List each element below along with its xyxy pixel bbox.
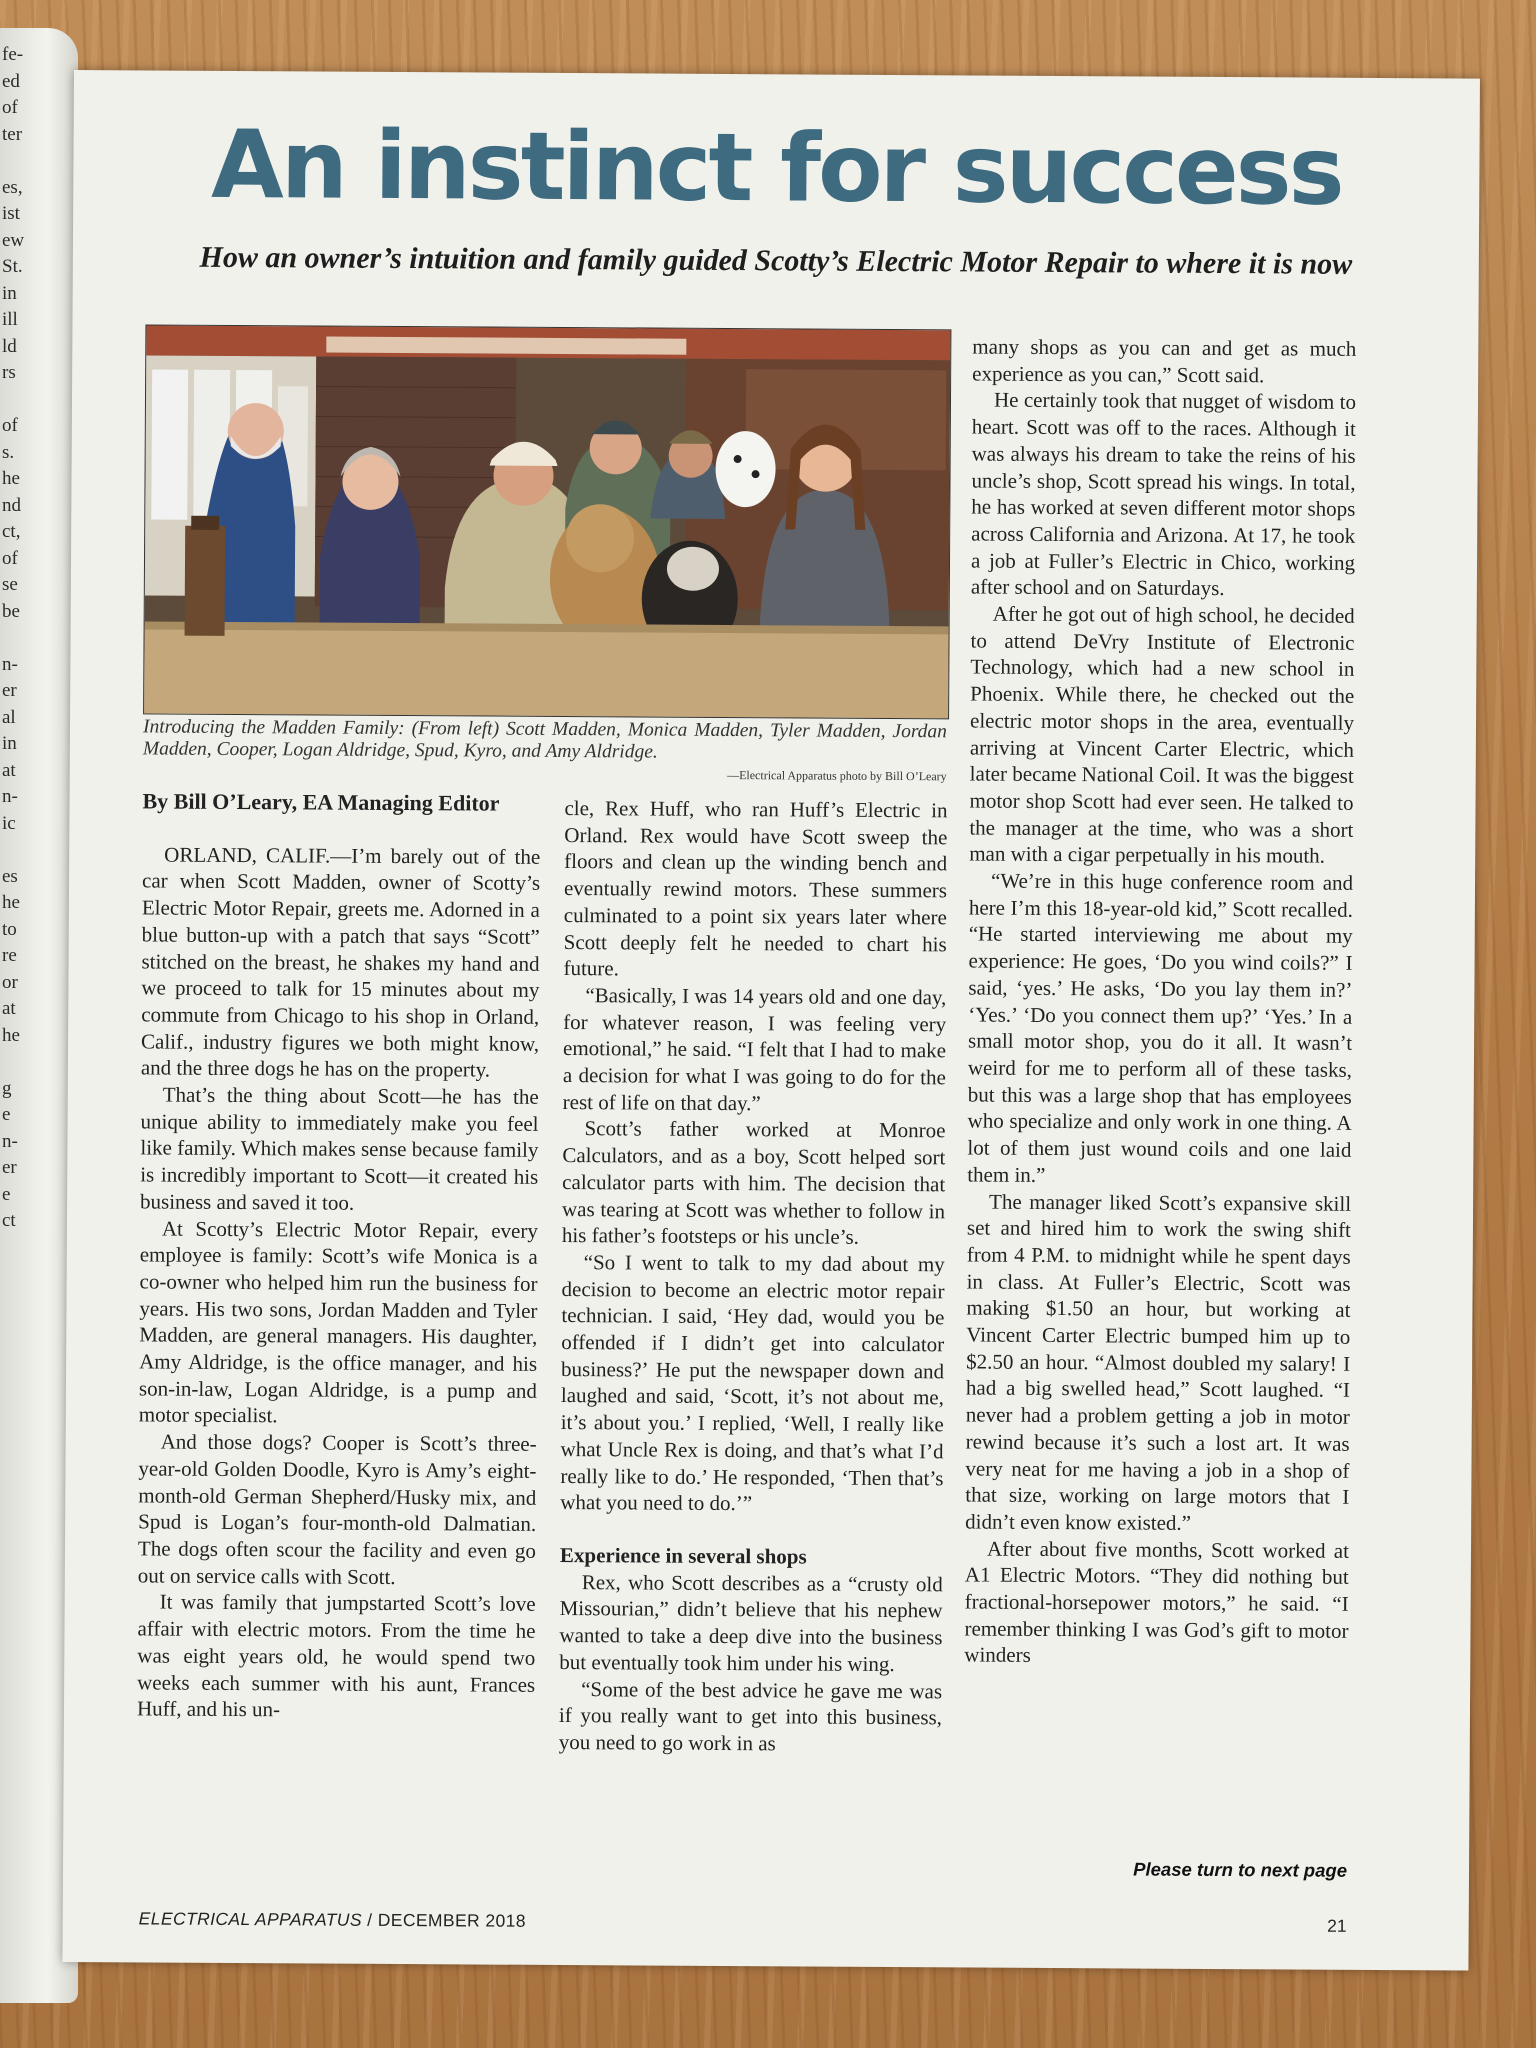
paragraph: After about five months, Scott worked at A1 Electric Motors. “They did nothing but fractional-horsepower motors,” he said. “I remember thinking I was God’s gift to motor winders (964, 1536, 1350, 1668)
paragraph: And those dogs? Cooper is Scott’s three-year-old Golden Doodle, Kyro is Amy’s eight-month-old German Shepherd/Husky mix, and Spud is Logan’s four-month-old Dalmatian. The dogs often scour the facility and even go out on service calls with Scott. (137, 1429, 537, 1589)
paragraph: “Basically, I was 14 years old and one day, for whatever reason, I was feeling very emotional,” he said. “I felt that I had to make a decision for what I was going to do for the rest of life on that day.” (562, 983, 947, 1115)
article-headline: An instinct for success (210, 110, 1342, 227)
byline: By Bill O’Leary, EA Managing Editor (142, 788, 500, 816)
page-number: 21 (1327, 1915, 1347, 1936)
article-deck: How an owner’s intuition and family guided Scotty’s Electric Motor Repair to where it is now (199, 240, 1353, 281)
article-column-1 (137, 788, 541, 1724)
family-group-photo (143, 324, 951, 719)
paragraph: At Scotty’s Electric Motor Repair, every employee is family: Scott’s wife Monica is a co-owner who helped him run the business for years. His two sons, Jordan Madden and Tyler Madden, are general managers. His daughter, Amy Aldridge, is the office manager, and his son-in-law, Logan Aldridge, is a pump and motor specialist. (138, 1216, 538, 1428)
article-column-3 (964, 333, 1356, 1670)
publication-name: ELECTRICAL APPARATUS (138, 1908, 363, 1930)
article-column-2 (559, 795, 948, 1758)
paragraph: “Some of the best advice he gave me was if you really want to get into this business, you need to go work in as (558, 1676, 943, 1756)
paragraph: cle, Rex Huff, who ran Huff’s Electric in Orland. Rex would have Scott sweep the floors and clean up the winding bench and eventually rewind motors. These summers culminated to a point six years later where Scott deeply felt he needed to chart his future. (563, 796, 948, 981)
paragraph: “So I went to talk to my dad about my decision to become an electric motor repair technician. I said, ‘Hey dad, would you be offended if I didn’t get into calculator business?’ He put the newspaper down and laughed and said, ‘Scott, it’s not about me, it’s about you.’ I replied, ‘Well, I really like what Uncle Rex is doing, and that’s what I’d really like to do.’ He responded, ‘Then that’s what you need to do.’” (560, 1250, 945, 1516)
page-footer (139, 1908, 526, 1931)
issue-date: / DECEMBER 2018 (361, 1909, 526, 1931)
facing-page-text: fe- ed of ter es, ist ew St. in ill ld rs of s. he nd ct, of se be n- er al in at n- ic es he to re or at he g e n- er e ct (2, 44, 25, 1231)
paragraph: He certainly took that nugget of wisdom to heart. Scott was off to the races. Although it was always his dream to take the reins of his uncle’s shop, Scott spread his wings. In total, he has worked at seven different motor shops across California and Arizona. At 17, he took a job at Fuller’s Electric in Chico, working after school and on Saturdays. (970, 388, 1357, 601)
photo-caption: Introducing the Madden Family: (From left) Scott Madden, Monica Madden, Tyler Madden, Jordan Madden, Cooper, Logan Aldridge, Spud, Kyro, and Amy Aldridge. (142, 716, 948, 763)
section-subhead: Experience in several shops (559, 1542, 807, 1569)
paragraph: Rex, who Scott describes as a “crusty old Missourian,” didn’t believe that his nephew wanted to take a deep dive into the business but eventually took him under his wing. (559, 1569, 943, 1676)
paragraph: many shops as you can and get as much experience as you can,” Scott said. (972, 334, 1357, 387)
paragraph: “We’re in this huge conference room and here I’m this 18-year-old kid,” Scott recalled. “He started interviewing me about my experience: He goes, ‘Do you wind coils?” I said, ‘yes.’ He asks, ‘Do you lay them in?’ ‘Yes.’ ‘Do you connect them up?’ ‘Yes.’ In a small motor shop, you do it all. It wasn’t weird for me to perform all of these tasks, but this was a large shop that has employees who specialize and only work in one thing. A lot of them just wound coils and one laid them in.” (967, 868, 1354, 1187)
paragraph: ORLAND, CALIF.—I’m barely out of the car when Scott Madden, owner of Scotty’s Electric Motor Repair, greets me. Adorned in a blue button-up with a patch that says “Scott” stitched on the breast, he shakes my hand and we proceed to talk for 15 minutes about my commute from Chicago to his shop in Orland, Calif., industry figures we both might know, and the three dogs he has on the property. (140, 842, 541, 1082)
paragraph: The manager liked Scott’s expansive skill set and hired him to work the swing shift from 4 P.M. to midnight while he spent days in class. At Fuller’s Electric, Scott was making $1.50 an hour, but working at Vincent Carter Electric bumped him up to $2.50 an hour. “Almost doubled my salary! I had a big swelled head,” Scott laughed. “I never had a problem getting a job in motor rewind because it’s such a lost art. It was very neat for me having a job in a shop of that size, working on large motors that I didn’t even know existed.” (965, 1189, 1352, 1535)
paragraph: After he got out of high school, he decided to attend DeVry Institute of Electronic Technology, which had a new school in Phoenix. While there, he checked out the electric motor shops in the area, eventually arriving at Vincent Carter Electric, which later became National Coil. It was the biggest motor shop Scott had ever seen. He talked to the manager at the time, who was a short man with a cigar perpetually in his mouth. (969, 601, 1355, 869)
continued-note: Please turn to next page (1133, 1858, 1348, 1881)
photo-credit: —Electrical Apparatus photo by Bill O’Leary (727, 768, 947, 784)
paragraph: It was family that jumpstarted Scott’s love affair with electric motors. From the time he was eight years old, he would spend two weeks each summer with his aunt, Frances Huff, and his un- (136, 1589, 536, 1722)
magazine-page (62, 70, 1480, 1971)
paragraph: That’s the thing about Scott—he has the unique ability to immediately make you feel like family. Which makes sense because family is incredibly important to Scott—it created his business and saved it too. (140, 1082, 539, 1215)
paragraph: Scott’s father worked at Monroe Calculators, and as a boy, Scott helped sort calculator parts with him. The decision that was tearing at Scott was whether to follow in his father’s footsteps or his uncle’s. (561, 1116, 946, 1250)
